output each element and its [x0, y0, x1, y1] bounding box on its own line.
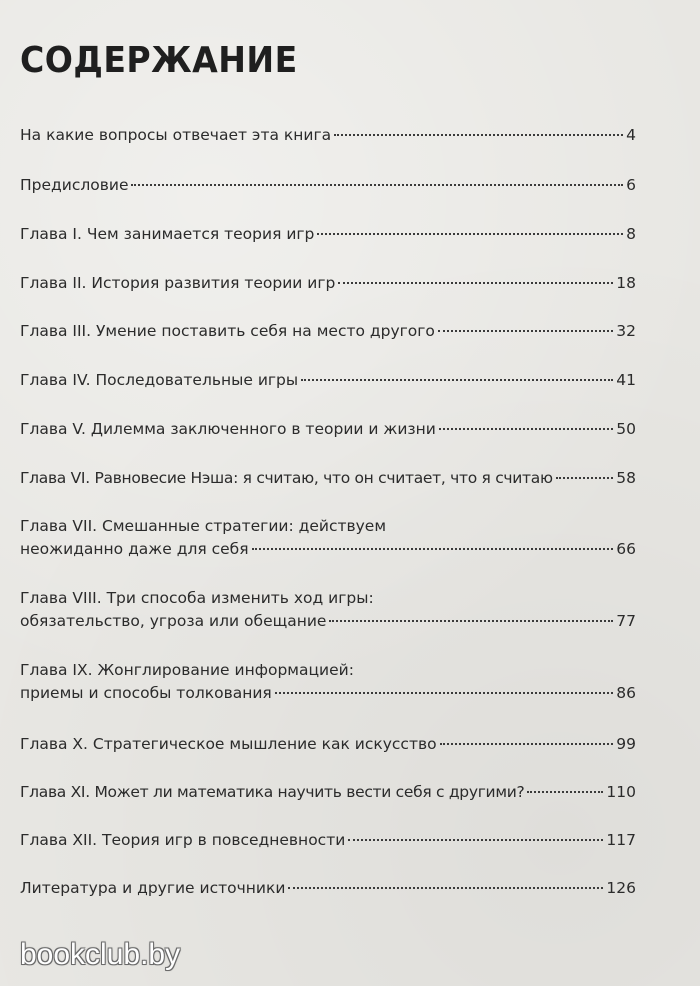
toc-entry-page: 77 — [616, 612, 636, 630]
toc-entry-page: 41 — [616, 371, 636, 389]
toc-entry-page: 117 — [606, 831, 636, 849]
toc-entry-page: 126 — [606, 879, 636, 897]
toc-entry-title: Глава I. Чем занимается теория игр — [20, 225, 315, 243]
toc-entry-title-line1: Глава IX. Жонглирование информацией: — [20, 661, 354, 679]
toc-entry-title: Глава IV. Последовательные игры — [20, 371, 299, 389]
toc-entry-page: 99 — [616, 735, 636, 753]
dot-leader — [439, 428, 613, 430]
toc-entry-chapter-4 — [20, 369, 636, 392]
toc-entry-chapter-10 — [20, 733, 636, 756]
toc-entry-title-line2: обязательство, угроза или обещание — [20, 612, 327, 630]
toc-entry-chapter-3 — [20, 320, 636, 343]
toc-entry-title-line1: Глава VIII. Три способа изменить ход игры: — [20, 589, 374, 607]
toc-entry-page: 50 — [616, 420, 636, 438]
toc-entry-title-line1: Глава VII. Смешанные стратегии: действуем — [20, 517, 387, 535]
toc-entry-references — [20, 877, 636, 900]
toc-entry-title: Литература и другие источники — [20, 879, 286, 897]
toc-entry-page: 8 — [626, 225, 636, 243]
toc-entry-chapter-7 — [20, 515, 636, 561]
page-title: СОДЕРЖАНИЕ — [20, 40, 298, 81]
toc-entry-title: Предисловие — [20, 176, 129, 194]
toc-entry-chapter-9 — [20, 659, 636, 705]
toc-entry-title: Глава III. Умение поставить себя на место другого — [20, 322, 435, 340]
toc-entry-page: 6 — [626, 176, 636, 194]
dot-leader — [438, 330, 613, 332]
toc-entry-page: 18 — [616, 274, 636, 292]
dot-leader — [301, 379, 613, 381]
toc-entry-title: Глава V. Дилемма заключенного в теории и жизни — [20, 420, 436, 438]
dot-leader — [275, 692, 614, 694]
toc-entry-title-line2: приемы и способы толкования — [20, 684, 272, 702]
toc-entry-title: Глава II. История развития теории игр — [20, 274, 336, 292]
dot-leader — [334, 134, 623, 136]
toc-entry-chapter-5 — [20, 418, 636, 441]
toc-entry-page: 86 — [616, 684, 636, 702]
dot-leader — [338, 282, 613, 284]
toc-entry-title: Глава X. Стратегическое мышление как искусство — [20, 735, 437, 753]
dot-leader — [329, 620, 613, 622]
toc-entry-page: 32 — [616, 322, 636, 340]
dot-leader — [252, 548, 614, 550]
toc-entry-title: Глава XI. Может ли математика научить вести себя с другими? — [20, 783, 525, 801]
toc-entry-page: 58 — [616, 469, 636, 487]
dot-leader — [440, 743, 614, 745]
dot-leader — [556, 477, 614, 479]
toc-entry-title-line2: неожиданно даже для себя — [20, 540, 249, 558]
dot-leader — [348, 839, 603, 841]
toc-entry-chapter-6 — [20, 467, 636, 490]
dot-leader — [317, 233, 623, 235]
toc-entry-title: Глава XII. Теория игр в повседневности — [20, 831, 346, 849]
toc-entry-chapter-1 — [20, 223, 636, 246]
toc-entry-page: 4 — [626, 126, 636, 144]
toc-entry-chapter-8 — [20, 587, 636, 633]
dot-leader — [527, 791, 603, 793]
toc-entry-title: Глава VI. Равновесие Нэша: я считаю, что он считает, что я считаю — [20, 469, 553, 487]
toc-entry-foreword-questions — [20, 124, 636, 147]
toc-entry-title: На какие вопросы отвечает эта книга — [20, 126, 332, 144]
toc-entry-chapter-2 — [20, 272, 636, 295]
toc-entry-page: 110 — [606, 783, 636, 801]
toc-entry-chapter-12 — [20, 829, 636, 852]
toc-entry-page: 66 — [616, 540, 636, 558]
toc-entry-preface — [20, 174, 636, 197]
dot-leader — [288, 887, 603, 889]
site-watermark: bookclub.by — [20, 938, 181, 971]
toc-entry-chapter-11 — [20, 781, 636, 804]
dot-leader — [131, 184, 623, 186]
